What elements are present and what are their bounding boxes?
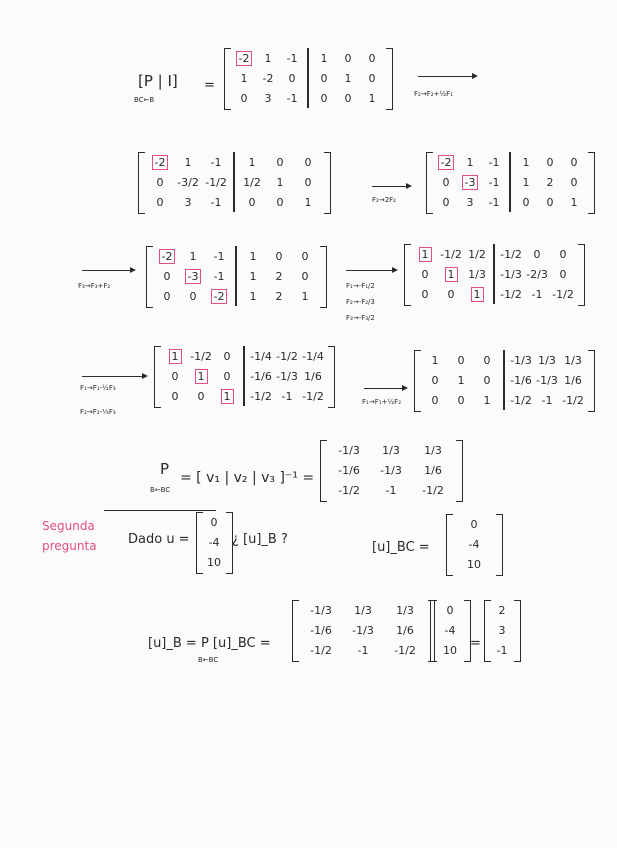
matrix-cell: -1 [210,155,222,169]
augment-bar [235,246,236,266]
matrix-cell: -2 [213,289,225,303]
step3-op-1: F₁→-F₁/2 [346,282,375,290]
matrix-left-bracket [426,152,433,214]
matrix-cell: 1/2 [243,175,261,189]
augment-bar [243,366,244,386]
step3-arrow-right [346,270,396,271]
step4-op-right: F₁→F₁+½F₂ [362,398,402,406]
matrix-right-bracket [588,350,595,412]
step4-op-2: F₂→F₂-⅓F₃ [80,408,116,416]
matrix-cell: 0 [533,247,541,261]
matrix-cell: -4 [208,535,220,549]
matrix-right-bracket [496,514,503,576]
step3-arrow-left [82,270,134,271]
matrix-cell: 1 [240,71,248,85]
matrix-cell: -1 [488,195,500,209]
matrix-cell: 0 [483,373,491,387]
matrix-cell: -1/2 [500,247,522,261]
matrix-cell: 0 [240,91,248,105]
matrix-cell: -1/6 [250,369,272,383]
matrix-cell: 0 [442,195,450,209]
matrix-left-bracket [224,48,231,110]
matrix-cell: -1/2 [190,349,212,363]
matrix-cell: 1 [570,195,578,209]
matrix-cell: 0 [431,373,439,387]
step2-arrow [372,186,410,187]
matrix-cell: -1/6 [310,623,332,637]
question-label: Segunda pregunta [42,519,97,553]
matrix-cell: -1/2 [276,349,298,363]
augment-bar [509,192,510,212]
step1-op: F₂→F₂+½F₁ [414,90,454,98]
matrix-cell: 0 [522,195,530,209]
matrix-left-bracket [146,246,153,308]
matrix-cell: 1 [457,373,465,387]
step2-op: F₂→2F₂ [372,196,396,204]
question-bc-label: [u]_BC = [372,540,430,555]
matrix-cell: 0 [156,175,164,189]
matrix-cell: 1 [223,389,231,403]
result-lhs: P [160,460,170,478]
matrix-cell: 1 [276,175,284,189]
matrix-cell: -1/2 [510,393,532,407]
matrix-cell: 1 [249,289,257,303]
matrix-cell: -1 [531,287,543,301]
matrix-cell: 0 [470,517,478,531]
matrix-left-bracket [292,600,299,662]
matrix-left-bracket [138,152,145,214]
matrix-cell: 0 [368,71,376,85]
matrix-cell: 0 [483,353,491,367]
step4-op-1: F₁→F₁-½F₃ [80,384,116,392]
matrix-cell: 1 [368,91,376,105]
matrix-cell: 1 [447,267,455,281]
matrix-cell: 1/6 [396,623,414,637]
matrix-cell: -1/6 [338,463,360,477]
matrix-left-bracket [414,350,421,412]
matrix-right-bracket [464,600,471,662]
matrix-cell: 1 [483,393,491,407]
matrix-cell: -1 [286,51,298,65]
matrix-cell: 0 [304,175,312,189]
matrix-cell: -1 [281,389,293,403]
matrix-cell: 3 [264,91,272,105]
matrix-cell: -1 [385,483,397,497]
matrix-cell: 0 [344,91,352,105]
matrix-cell: -1/3 [338,443,360,457]
matrix-cell: 0 [223,349,231,363]
matrix-cell: -4 [468,537,480,551]
augment-bar [493,244,494,264]
matrix-cell: 1 [522,175,530,189]
matrix-cell: 1 [320,51,328,65]
matrix-left-bracket [154,346,161,408]
matrix-cell: 0 [570,155,578,169]
matrix-cell: -2 [440,155,452,169]
matrix-cell: 0 [156,195,164,209]
matrix-cell: 1 [264,51,272,65]
matrix-cell: 1 [304,195,312,209]
matrix-cell: -1/3 [510,353,532,367]
augment-bar [235,266,236,286]
step3-op-3: F₃→-F₃/2 [346,314,375,322]
matrix-cell: -1 [213,249,225,263]
matrix-cell: 1/6 [304,369,322,383]
matrix-cell: 10 [467,557,481,571]
matrix-left-bracket [320,440,327,502]
matrix-cell: -1/6 [510,373,532,387]
augment-bar [509,152,510,172]
augment-bar [509,172,510,192]
matrix-cell: 0 [189,289,197,303]
matrix-cell: 0 [447,287,455,301]
matrix-cell: -2/3 [526,267,548,281]
augment-bar [235,286,236,306]
matrix-cell: -1 [210,195,222,209]
matrix-cell: 3 [498,623,506,637]
matrix-cell: -1/2 [394,643,416,657]
matrix-left-bracket [196,512,203,574]
matrix-cell: -1/3 [536,373,558,387]
matrix-cell: 2 [546,175,554,189]
matrix-cell: 1/3 [564,353,582,367]
matrix-cell: -1/3 [276,369,298,383]
matrix-cell: 0 [457,353,465,367]
matrix-left-bracket [404,244,411,306]
matrix-cell: 1/3 [468,267,486,281]
augment-bar [503,350,504,370]
question-ask: ¿ [u]_B ? [232,532,288,547]
matrix-cell: -1/2 [562,393,584,407]
matrix-cell: 1/6 [564,373,582,387]
matrix-cell: -1/2 [310,643,332,657]
matrix-cell: 1/3 [538,353,556,367]
matrix-cell: 1 [248,155,256,169]
matrix-right-bracket [588,152,595,214]
matrix-cell: -1 [488,155,500,169]
matrix-left-bracket [484,600,491,662]
matrix-cell: -1 [488,175,500,189]
matrix-cell: -1 [541,393,553,407]
matrix-cell: 0 [248,195,256,209]
matrix-cell: 0 [223,369,231,383]
augment-bar [307,68,308,88]
matrix-left-bracket [430,600,437,662]
matrix-cell: 1 [184,155,192,169]
augment-bar [503,370,504,390]
matrix-cell: -2 [238,51,250,65]
matrix-cell: 0 [210,515,218,529]
matrix-cell: -1/2 [205,175,227,189]
step1-lhs-sub: BC←B [134,96,155,104]
matrix-cell: -2 [154,155,166,169]
matrix-cell: -1/2 [250,389,272,403]
step3-op-2: F₂→-F₂/3 [346,298,375,306]
matrix-cell: 0 [570,175,578,189]
matrix-cell: 1 [344,71,352,85]
matrix-cell: 1 [249,249,257,263]
matrix-cell: 0 [421,267,429,281]
matrix-right-bracket [456,440,463,502]
matrix-cell: 0 [171,389,179,403]
matrix-cell: 1/3 [354,603,372,617]
matrix-cell: -1/3 [352,623,374,637]
matrix-cell: 1/6 [424,463,442,477]
matrix-cell: 0 [171,369,179,383]
augment-bar [233,192,234,212]
matrix-cell: -1 [496,643,508,657]
matrix-cell: -1/2 [302,389,324,403]
matrix-cell: 0 [163,289,171,303]
matrix-cell: -4 [444,623,456,637]
matrix-cell: -1/2 [500,287,522,301]
step4-arrow-left [82,376,146,377]
augment-bar [233,172,234,192]
matrix-cell: 0 [457,393,465,407]
augment-bar [493,264,494,284]
matrix-cell: 1 [249,269,257,283]
matrix-cell: 1 [522,155,530,169]
matrix-right-bracket [324,152,331,214]
matrix-cell: 2 [275,289,283,303]
matrix-cell: 1/3 [382,443,400,457]
question-text: Dado u = [128,532,190,547]
matrix-cell: 0 [301,249,309,263]
matrix-cell: -1 [357,643,369,657]
matrix-cell: 1/2 [468,247,486,261]
matrix-cell: 10 [443,643,457,657]
matrix-cell: 0 [368,51,376,65]
matrix-cell: -2 [262,71,274,85]
matrix-cell: 0 [197,389,205,403]
matrix-cell: 0 [304,155,312,169]
final-lhs-sub: B←BC [198,656,219,664]
matrix-left-bracket [446,514,453,576]
result-mid: = [ v₁ | v₂ | v₃ ]⁻¹ = [180,470,315,486]
matrix-cell: 3 [466,195,474,209]
matrix-cell: 0 [421,287,429,301]
step4-arrow-right [364,388,406,389]
augment-bar [243,386,244,406]
step1-eq: = [204,78,215,93]
matrix-cell: 2 [498,603,506,617]
matrix-cell: -2 [161,249,173,263]
matrix-cell: 1 [197,369,205,383]
final-lhs: [u]_B = P [u]_BC = [148,636,271,651]
matrix-cell: -1/4 [250,349,272,363]
matrix-cell: -1/2 [422,483,444,497]
matrix-cell: 1 [301,289,309,303]
matrix-cell: -1/2 [440,247,462,261]
matrix-cell: -1/2 [552,287,574,301]
matrix-cell: 0 [275,249,283,263]
matrix-cell: 1 [466,155,474,169]
augment-bar [307,88,308,108]
matrix-cell: 0 [431,393,439,407]
matrix-right-bracket [320,246,327,308]
matrix-cell: -3/2 [177,175,199,189]
matrix-cell: 1/3 [424,443,442,457]
matrix-cell: 0 [559,247,567,261]
matrix-cell: 0 [163,269,171,283]
matrix-cell: -1/3 [310,603,332,617]
matrix-cell: 0 [546,195,554,209]
matrix-cell: -1/2 [338,483,360,497]
matrix-cell: 0 [288,71,296,85]
step1-arrow [418,76,476,77]
final-eq: = [470,636,481,651]
matrix-cell: -1/3 [500,267,522,281]
matrix-cell: -1 [286,91,298,105]
step3-op-left: F₃→F₃+F₂ [78,282,111,290]
step1-lhs: [P | I] [138,72,178,90]
matrix-cell: 1 [421,247,429,261]
matrix-cell: 0 [320,91,328,105]
matrix-cell: 3 [184,195,192,209]
matrix-cell: 1 [473,287,481,301]
matrix-cell: -1/4 [302,349,324,363]
matrix-cell: 0 [546,155,554,169]
matrix-cell: 1 [189,249,197,263]
matrix-cell: 0 [344,51,352,65]
matrix-cell: -3 [464,175,476,189]
matrix-cell: -1/3 [380,463,402,477]
matrix-cell: 0 [320,71,328,85]
augment-bar [243,346,244,366]
matrix-cell: 1 [431,353,439,367]
result-lhs-sub: B←BC [150,486,171,494]
matrix-cell: 0 [442,175,450,189]
matrix-cell: -3 [187,269,199,283]
matrix-cell: 1/3 [396,603,414,617]
augment-bar [503,390,504,410]
matrix-cell: 0 [276,155,284,169]
matrix-cell: 0 [559,267,567,281]
matrix-right-bracket [386,48,393,110]
matrix-right-bracket [514,600,521,662]
matrix-right-bracket [328,346,335,408]
matrix-cell: 0 [446,603,454,617]
matrix-cell: 0 [276,195,284,209]
matrix-cell: 0 [301,269,309,283]
matrix-cell: 10 [207,555,221,569]
augment-bar [307,48,308,68]
matrix-cell: 1 [171,349,179,363]
matrix-right-bracket [578,244,585,306]
augment-bar [493,284,494,304]
matrix-cell: -1 [213,269,225,283]
augment-bar [233,152,234,172]
separator-line [104,510,216,511]
matrix-cell: 2 [275,269,283,283]
